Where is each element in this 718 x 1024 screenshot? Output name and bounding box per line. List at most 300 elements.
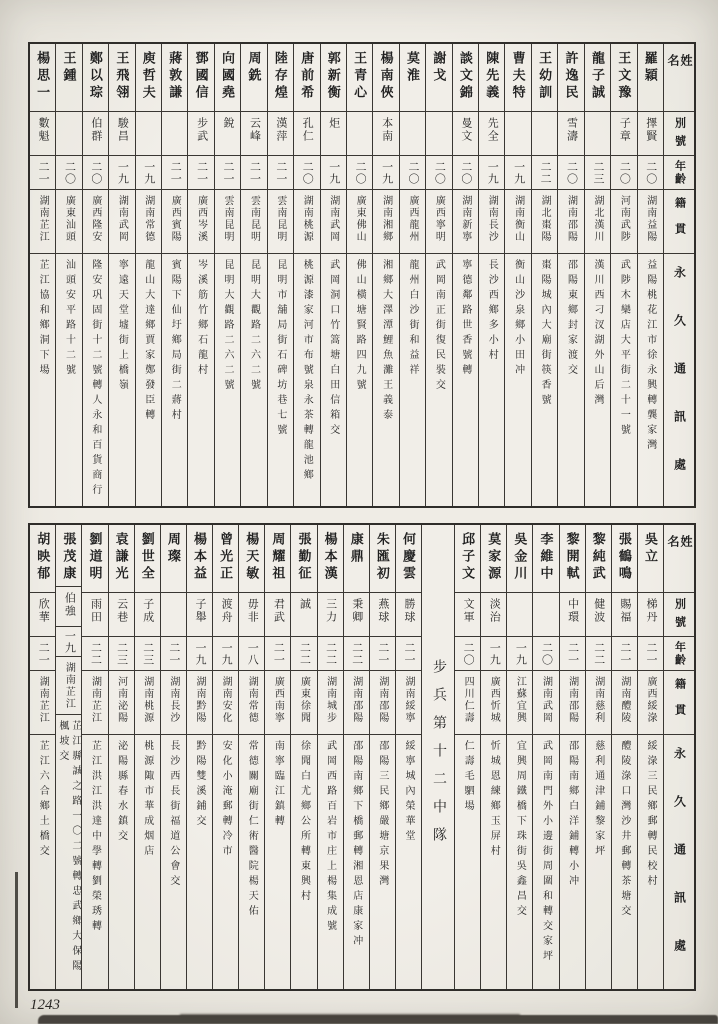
entry-column: [318, 525, 344, 989]
entry-name: [558, 44, 583, 112]
entry-alias: [585, 112, 610, 156]
entry-native-text: 湖南武岡: [540, 676, 552, 724]
entry-alias: [239, 593, 264, 637]
entry-native: [505, 190, 530, 254]
entry-age: [396, 637, 421, 671]
entry-native-text: 廣西綏淥: [644, 676, 656, 724]
entry-alias-text: 子成: [141, 598, 154, 624]
entry-address-text: 黔陽雙溪鋪交: [193, 740, 205, 830]
entry-native-text: 湖南長沙: [167, 676, 179, 724]
entry-age: [162, 156, 187, 190]
entry-name: [265, 525, 290, 593]
entry-native-text: 廣西寧明: [433, 195, 445, 243]
entry-column: [453, 44, 479, 506]
entry-alias-text: 梯丹: [644, 598, 657, 624]
entry-name: [321, 44, 346, 112]
entry-column: [215, 44, 241, 506]
entry-alias: [455, 593, 480, 637]
entry-alias: [347, 112, 372, 156]
table-header-column: [664, 525, 694, 989]
entry-native-text: 湖南武岡: [327, 195, 339, 243]
entry-alias: [373, 112, 398, 156]
entry-age: [426, 156, 451, 190]
entry-address: [162, 254, 187, 506]
entry-age-text: 二〇: [540, 641, 553, 666]
entry-native-text: 湖南衡山: [512, 195, 524, 243]
entry-age: [30, 637, 55, 671]
entry-native: [239, 671, 264, 735]
entry-name-text: 李維中: [538, 532, 554, 583]
section-divider: [422, 525, 455, 989]
page-number: 1243: [30, 997, 60, 1013]
entry-native: [318, 671, 343, 735]
roster-table-top: [28, 42, 696, 508]
entry-name: [291, 525, 316, 593]
entry-column: [265, 525, 291, 989]
entry-alias: [135, 593, 160, 637]
entry-name-text: 向國堯: [220, 51, 236, 102]
entry-age: [479, 156, 504, 190]
entry-native: [56, 190, 81, 254]
header-name-label: [664, 44, 694, 112]
entry-column: [612, 525, 638, 989]
entry-alias: [30, 593, 55, 637]
entry-column: [532, 44, 558, 506]
entry-native-text: 四川仁壽: [462, 676, 474, 724]
entry-name-text: 曹夫特: [510, 51, 526, 102]
entry-name: [370, 525, 395, 593]
entry-age: [187, 637, 212, 671]
entry-age-text: 一九: [116, 160, 129, 185]
entry-age-text: 二一: [274, 160, 287, 185]
header-native-text: 籍貫: [673, 197, 686, 249]
entry-native-text: 湖南邵陽: [376, 676, 388, 724]
entry-age-text: 一九: [220, 641, 233, 666]
entry-address-text: 寧德鄰路世香號轉: [459, 259, 471, 379]
entry-alias: [56, 587, 81, 627]
entry-name: [533, 525, 558, 593]
entry-column: [135, 525, 161, 989]
entry-alias-text: 中環: [566, 598, 579, 624]
entry-age-text: 二一: [169, 160, 182, 185]
entry-name: [162, 44, 187, 112]
entry-alias: [265, 593, 290, 637]
entry-age-text: 二〇: [459, 160, 472, 185]
entry-address-text: 南寧臨江鎮轉: [272, 740, 284, 830]
entry-address-text: 武岡南正街復民裝交: [433, 259, 445, 394]
entry-column: [30, 44, 56, 506]
entry-name: [268, 44, 293, 112]
entry-age-text: 一九: [380, 160, 393, 185]
entry-column: [213, 525, 239, 989]
entry-alias: [611, 112, 636, 156]
entry-native: [455, 671, 480, 735]
entry-native: [507, 671, 532, 735]
entry-address: [188, 254, 213, 506]
entry-native: [533, 671, 558, 735]
entry-name-text: 黎開軾: [564, 532, 580, 583]
header-age-text: 年齡: [673, 640, 686, 667]
entry-name-text: 曾光正: [218, 532, 234, 583]
entry-age-text: 二一: [402, 641, 415, 666]
entry-age: [291, 637, 316, 671]
header-age-text: 年齡: [673, 159, 686, 186]
entry-name-text: 王飛翎: [114, 51, 130, 102]
entry-address-text: 桃源陬市華成烟店: [141, 740, 153, 860]
entry-name-text: 蔣敦謙: [167, 51, 183, 102]
entry-age-text: 二二: [592, 641, 605, 666]
entry-name-text: 許逸民: [563, 51, 579, 102]
entry-address-text: 宜興周鐵橋下珠街吳鑫昌交: [514, 740, 526, 920]
entry-native: [373, 190, 398, 254]
entry-name-text: 莫淮: [404, 51, 420, 85]
entry-age: [109, 156, 134, 190]
header-address-text: 永久通訊處: [672, 266, 687, 506]
entry-alias: [318, 593, 343, 637]
entry-name-text: 王青心: [352, 51, 368, 102]
entry-address: [453, 254, 478, 506]
entry-address: [347, 254, 372, 506]
entry-name: [318, 525, 343, 593]
entry-alias: [56, 112, 81, 156]
entry-name-text: 鄧國信: [193, 51, 209, 102]
entry-age-text: 一九: [488, 641, 501, 666]
entry-age: [109, 637, 134, 671]
entry-alias-text: 曼文: [459, 117, 472, 143]
entry-name-text: 陳先義: [484, 51, 500, 102]
entry-name: [136, 44, 161, 112]
entry-native-text: 湖南武岡: [116, 195, 128, 243]
entry-column: [56, 525, 82, 989]
entry-native: [396, 671, 421, 735]
entry-age-text: 二〇: [433, 160, 446, 185]
entry-age-text: 二一: [222, 160, 235, 185]
entry-alias-text: 賜福: [618, 598, 631, 624]
entry-column: [109, 525, 135, 989]
entry-age: [638, 637, 663, 671]
entry-name-text: 吳立: [642, 532, 658, 566]
entry-address-text: 邵陽南鄉下橋郵轉湘恩店康家冲: [350, 740, 362, 950]
entry-age-text: 二一: [566, 641, 579, 666]
entry-column: [507, 525, 533, 989]
entry-age-text: 二〇: [565, 160, 578, 185]
entry-name-text: 黎純武: [590, 532, 606, 583]
entry-native-text: 湖南桃源: [141, 676, 153, 724]
entry-alias: [268, 112, 293, 156]
entry-age-text: 二一: [37, 641, 50, 666]
entry-name: [560, 525, 585, 593]
entry-native: [109, 190, 134, 254]
entry-address: [585, 254, 610, 506]
entry-native: [400, 190, 425, 254]
entry-age: [268, 156, 293, 190]
entry-alias: [453, 112, 478, 156]
entry-name-text: 張鶴鳴: [616, 532, 632, 583]
entry-column: [455, 525, 481, 989]
entry-address-text: 龍州白沙街和益祥: [406, 259, 418, 379]
entry-age: [188, 156, 213, 190]
entry-alias-text: 渡舟: [220, 598, 233, 624]
entry-address: [426, 254, 451, 506]
entry-native: [136, 190, 161, 254]
entry-address-text: 安化小淹郵轉冷市: [220, 740, 232, 860]
entry-name: [585, 44, 610, 112]
entry-address-text: 邵陽南鄉白洋鋪轉小冲: [566, 740, 578, 890]
entry-column: [638, 44, 664, 506]
entry-native-text: 湖南邵陽: [566, 676, 578, 724]
entry-address: [505, 254, 530, 506]
entry-alias-text: 駿昌: [116, 117, 129, 143]
entry-alias-text: 健波: [592, 598, 605, 624]
entry-alias: [344, 593, 369, 637]
entry-address: [400, 254, 425, 506]
entry-age-text: 二一: [644, 641, 657, 666]
entry-age-text: 二三: [141, 641, 154, 666]
entry-age-text: 二〇: [63, 160, 76, 185]
entry-native: [558, 190, 583, 254]
entry-name-text: 謝戈: [431, 51, 447, 85]
entry-alias: [507, 593, 532, 637]
entry-native-text: 湖南安化: [220, 676, 232, 724]
entry-name-text: 楊本漢: [322, 532, 338, 583]
entry-age: [56, 627, 81, 658]
entry-name: [481, 525, 506, 593]
entry-column: [321, 44, 347, 506]
entry-name-text: 周璨: [165, 532, 181, 566]
entry-native-text: 湖南桃源: [301, 195, 313, 243]
entry-column: [82, 525, 108, 989]
entry-address: [135, 735, 160, 989]
entry-address: [638, 735, 663, 989]
entry-native: [56, 657, 81, 715]
entry-alias: [30, 112, 55, 156]
header-name-label: [664, 525, 694, 593]
entry-address: [265, 735, 290, 989]
entry-address-text: 益陽桃花江市徐永興轉龔家灣: [644, 259, 656, 454]
entry-column: [533, 525, 559, 989]
entry-name-text: 何慶雲: [400, 532, 416, 583]
entry-column: [136, 44, 162, 506]
entry-alias: [479, 112, 504, 156]
entry-age: [241, 156, 266, 190]
entry-age: [213, 637, 238, 671]
entry-address: [268, 254, 293, 506]
entry-native-text: 湖南長沙: [486, 195, 498, 243]
entry-age: [215, 156, 240, 190]
entry-native-text: 廣西龍州: [406, 195, 418, 243]
entry-native-text: 廣東佛山: [354, 195, 366, 243]
entry-name: [453, 44, 478, 112]
entry-native-text: 湖南芷江: [37, 195, 49, 243]
entry-name-text: 王鍾: [61, 51, 77, 85]
entry-name: [161, 525, 186, 593]
header-name-text: 姓名: [666, 54, 693, 84]
entry-native: [479, 190, 504, 254]
entry-name: [56, 525, 81, 587]
entry-native-text: 湖南芷江: [89, 676, 101, 724]
entry-age: [136, 156, 161, 190]
entry-alias-text: 秉卿: [350, 598, 363, 624]
entry-address: [455, 735, 480, 989]
entry-address: [30, 735, 55, 989]
entry-address: [532, 254, 557, 506]
entry-name: [507, 525, 532, 593]
entry-address-text: 常德關廟街仁術醫院楊天佑: [246, 740, 258, 920]
entry-age: [532, 156, 557, 190]
entry-address: [109, 735, 134, 989]
entry-alias-text: 先全: [486, 117, 499, 143]
entry-native: [268, 190, 293, 254]
entry-address-text: 芷江六合鄉土橋交: [37, 740, 49, 860]
entry-age: [481, 637, 506, 671]
entry-native: [241, 190, 266, 254]
entry-native: [213, 671, 238, 735]
entry-name: [347, 44, 372, 112]
entry-address: [638, 254, 663, 506]
entry-name-text: 朱匯初: [374, 532, 390, 583]
entry-name-text: 庾哲夫: [140, 51, 156, 102]
entry-native: [135, 671, 160, 735]
entry-name: [611, 44, 636, 112]
entry-age: [611, 156, 636, 190]
entry-address-text: 賓陽下仙圩鄉局街二蔣村: [169, 259, 181, 424]
entry-address-text: 武陟木欒店大平街二十一號: [618, 259, 630, 439]
entry-name-text: 張茂康: [61, 532, 77, 583]
entry-column: [294, 44, 320, 506]
entry-column: [505, 44, 531, 506]
entry-address-text: 醴陵淥口灣沙井郵轉茶塘交: [618, 740, 630, 920]
entry-age-text: 二〇: [462, 641, 475, 666]
entry-age-text: 二一: [37, 160, 50, 185]
entry-alias: [213, 593, 238, 637]
entry-column: [400, 44, 426, 506]
entry-age: [370, 637, 395, 671]
entry-age: [83, 156, 108, 190]
entry-age-text: 二一: [618, 641, 631, 666]
entry-address-text: 邵陽三民鄉嚴塘京果灣: [376, 740, 388, 890]
entry-name-text: 王文豫: [616, 51, 632, 102]
entry-name: [83, 44, 108, 112]
entry-native: [347, 190, 372, 254]
entry-native-text: 雲南昆明: [222, 195, 234, 243]
table-header-column: [664, 44, 694, 506]
entry-alias: [294, 112, 319, 156]
entry-alias-text: 勝球: [402, 598, 415, 624]
entry-name: [586, 525, 611, 593]
entry-age-text: 一九: [142, 160, 155, 185]
entry-name: [294, 44, 319, 112]
entry-address-text: 昆明大觀路二六二號: [248, 259, 260, 394]
header-name-text: 姓名: [666, 535, 693, 565]
entry-native-text: 廣東徐聞: [298, 676, 310, 724]
entry-native-text: 湖南常德: [246, 676, 258, 724]
entry-age: [638, 156, 663, 190]
entry-name: [396, 525, 421, 593]
entry-alias-text: 子章: [618, 117, 631, 143]
entry-address: [373, 254, 398, 506]
entry-name-text: 陸存煌: [272, 51, 288, 102]
entry-address-text: 泌陽縣春水鎮交: [115, 740, 127, 845]
entry-age: [586, 637, 611, 671]
entry-address-text: 綏淥三民鄉郵轉民校村: [644, 740, 656, 890]
scan-bottom-artifact: [180, 1014, 520, 1018]
entry-address: [161, 735, 186, 989]
entry-age: [373, 156, 398, 190]
entry-alias: [533, 593, 558, 637]
entry-alias: [400, 112, 425, 156]
header-alias-text: 別號: [673, 598, 686, 634]
entry-age: [82, 637, 107, 671]
entry-column: [638, 525, 664, 989]
entry-name-text: 唐前希: [299, 51, 315, 102]
entry-alias-text: 本南: [380, 117, 393, 143]
entry-age-text: 二一: [167, 641, 180, 666]
entry-alias: [481, 593, 506, 637]
entry-native: [638, 190, 663, 254]
entry-native: [586, 671, 611, 735]
entry-native: [344, 671, 369, 735]
entry-alias-text: 炬: [327, 117, 340, 130]
entry-native-text: 廣西南寧: [272, 676, 284, 724]
entry-alias-text: 三力: [324, 598, 337, 624]
entry-age-text: 二二: [350, 641, 363, 666]
entry-name-text: 談文錦: [457, 51, 473, 102]
entry-age-text: 二〇: [406, 160, 419, 185]
entry-alias: [505, 112, 530, 156]
entry-native: [532, 190, 557, 254]
entry-age: [318, 637, 343, 671]
entry-alias-text: 毋非: [246, 598, 259, 624]
entry-alias: [109, 112, 134, 156]
entry-native: [30, 190, 55, 254]
entry-address-text: 武岡西路百岩市庄上楊集成號: [324, 740, 336, 935]
entry-native: [321, 190, 346, 254]
entry-alias-text: 擇賢: [644, 117, 657, 143]
entry-alias-text: 漢萍: [274, 117, 287, 143]
entry-alias: [187, 593, 212, 637]
entry-address-text: 芷江縣誠之路一〇二號轉忠武鄉大保陽楓坡交: [56, 720, 81, 976]
entry-age-text: 二〇: [618, 160, 631, 185]
entry-native-text: 湖南黔陽: [193, 676, 205, 724]
entry-native-text: 湖南芷江: [37, 676, 49, 724]
entry-age-text: 一八: [246, 641, 259, 666]
entry-name-text: 康鼎: [348, 532, 364, 566]
entry-address-text: 芷江協和鄉洞下場: [37, 259, 49, 379]
entry-age: [321, 156, 346, 190]
entry-age: [558, 156, 583, 190]
entry-address-text: 棗陽城內大廟街筷香號: [539, 259, 551, 409]
entry-name-text: 袁謙光: [113, 532, 129, 583]
entry-address: [82, 735, 107, 989]
entry-address: [612, 735, 637, 989]
entry-column: [373, 44, 399, 506]
entry-address: [318, 735, 343, 989]
header-age-label: [664, 156, 694, 190]
entry-address: [370, 735, 395, 989]
entry-name-text: 楊天敏: [244, 532, 260, 583]
entry-native: [294, 190, 319, 254]
entry-column: [560, 525, 586, 989]
entry-native-text: 河南武陟: [618, 195, 630, 243]
entry-column: [30, 525, 56, 989]
entry-column: [344, 525, 370, 989]
entry-age-text: 一九: [193, 641, 206, 666]
entry-column: [162, 44, 188, 506]
entry-address: [215, 254, 240, 506]
entry-age: [56, 156, 81, 190]
entry-alias-text: 數魁: [37, 117, 50, 143]
entry-column: [241, 44, 267, 506]
